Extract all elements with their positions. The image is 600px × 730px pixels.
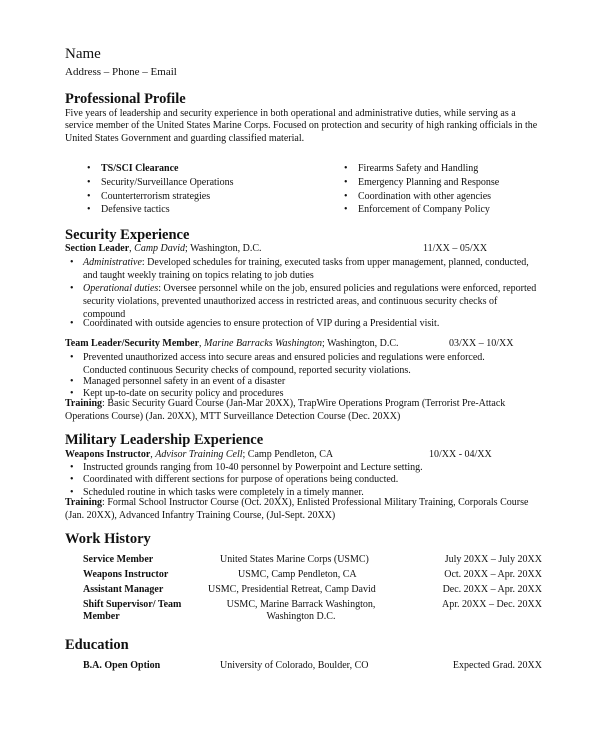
military-bullet: • Instructed grounds ranging from 10-40 personnel by Powerpoint and Lecture setting.: [70, 462, 423, 473]
work-heading: Work History: [65, 531, 151, 547]
skill-item: • TS/SCI Clearance: [87, 163, 179, 174]
education-heading: Education: [65, 637, 129, 653]
bullet-dot: •: [70, 388, 74, 399]
job2-title-line: Team Leader/Security Member, Marine Barracks Washington; Washington, D.C.: [65, 338, 399, 349]
work-row-role: Service Member: [83, 554, 154, 565]
military-training: Training: Formal School Instructor Course (Oct. 20XX), Enlisted Professional Military Training, Corporals Course (Jan. 20XX), Advanced Infantry Training Course, (Jul-Sept. 20XX): [65, 497, 529, 521]
skill-item: • Enforcement of Company Policy: [344, 204, 490, 216]
bullet-dot: •: [87, 176, 91, 188]
bullet-dot: •: [70, 376, 74, 387]
work-row-org: USMC, Camp Pendleton, CA: [238, 569, 357, 580]
work-row-org: USMC, Marine Barrack Washington, Washington D.C.: [226, 599, 376, 622]
bullet-dot: •: [70, 474, 74, 485]
military-bullet: • Scheduled routine in which tasks were completely in a timely manner.: [70, 487, 364, 498]
work-row-org: United States Marine Corps (USMC): [220, 554, 369, 565]
skill-item: • Security/Surveillance Operations: [87, 176, 234, 188]
job1-title-line: Section Leader, Camp David; Washington, D.C.: [65, 243, 262, 254]
military-dates: 10/XX - 04/XX: [429, 449, 492, 460]
work-row-dates: Dec. 20XX – Apr. 20XX: [442, 584, 542, 595]
bullet-dot: •: [344, 190, 348, 202]
education-school: University of Colorado, Boulder, CO: [220, 660, 369, 671]
contact-line: Address – Phone – Email: [65, 66, 177, 78]
security-heading: Security Experience: [65, 227, 190, 243]
job1-dates: 11/XX – 05/XX: [423, 243, 488, 254]
bullet-dot: •: [70, 257, 74, 268]
work-row-role: Assistant Manager: [83, 584, 164, 595]
bullet-dot: •: [344, 163, 348, 174]
skill-item: • Emergency Planning and Response: [344, 176, 500, 188]
skill-item: • Coordination with other agencies: [344, 190, 492, 202]
skill-item: • Firearms Safety and Handling: [344, 163, 479, 174]
candidate-name: Name: [65, 46, 101, 62]
skills-right-list: [344, 163, 500, 217]
profile-heading: Professional Profile: [65, 91, 186, 107]
job2-training: Training: Basic Security Guard Course (Jan-Mar 20XX), TrapWire Operations Program (Terrorist Pre-Attack Operations Course) (Jan. 20XX), MTT Surveillance Detection Course (Dec. 20XX): [65, 398, 506, 422]
work-row-role: Weapons Instructor: [83, 569, 169, 580]
bullet-dot: •: [87, 190, 91, 202]
job2-bullet: • Managed personnel safety in an event of a disaster: [70, 376, 286, 387]
bullet-dot: •: [70, 318, 74, 329]
military-heading: Military Leadership Experience: [65, 432, 264, 448]
military-title-line: Weapons Instructor, Advisor Training Cell; Camp Pendleton, CA: [65, 449, 334, 460]
bullet-dot: •: [87, 163, 91, 174]
work-row-role: Shift Supervisor/ Team Member: [83, 599, 182, 622]
bullet-dot: •: [70, 352, 74, 363]
education-dates: Expected Grad. 20XX: [452, 660, 542, 671]
military-bullet: • Coordinated with different sections for purpose of operations being conducted.: [70, 474, 399, 485]
bullet-dot: •: [70, 283, 74, 294]
bullet-dot: •: [70, 487, 74, 498]
skill-item: • Defensive tactics: [87, 204, 170, 216]
work-row-dates: Oct. 20XX – Apr. 20XX: [444, 569, 542, 580]
job2-bullet: • Kept up-to-date on security policy and procedures: [70, 388, 284, 399]
skills-left-list: [87, 163, 234, 217]
education-degree: B.A. Open Option: [83, 660, 161, 671]
work-row-org: USMC, Presidential Retreat, Camp David: [208, 584, 376, 595]
bullet-dot: •: [87, 204, 91, 216]
skill-item: • Counterterrorism strategies: [87, 190, 211, 202]
profile-summary: Five years of leadership and security experience in both operational and administrative duties, while serving as a service member of the United States Marine Corps. Focused on protection and security of high ranking officials in the United States Government and guarding classified material.: [65, 108, 538, 144]
bullet-dot: •: [344, 176, 348, 188]
bullet-dot: •: [70, 462, 74, 473]
work-row-dates: July 20XX – July 20XX: [444, 554, 542, 565]
job2-dates: 03/XX – 10/XX: [449, 338, 514, 349]
job2-bullet: • Prevented unauthorized access into secure areas and ensured policies and regulations were enforced. Conducted continuous Security checks of compound, reported security violations.: [70, 352, 485, 376]
job1-bullet: • Operational duties: Oversee personnel while on the job, ensured policies and regulations were enforced, reported security violations, prevented unauthorized access in restricted areas, and continuous security checks of compound: [70, 283, 537, 320]
work-row-dates: Apr. 20XX – Dec. 20XX: [442, 599, 542, 610]
job1-bullet: • Coordinated with outside agencies to ensure protection of VIP during a Presidential visit.: [70, 318, 440, 329]
job1-bullet: • Administrative: Developed schedules for training, executed tasks from upper management, planned, conducted, and taught weekly training on topics relating to job duties: [70, 257, 529, 281]
bullet-dot: •: [344, 204, 348, 216]
